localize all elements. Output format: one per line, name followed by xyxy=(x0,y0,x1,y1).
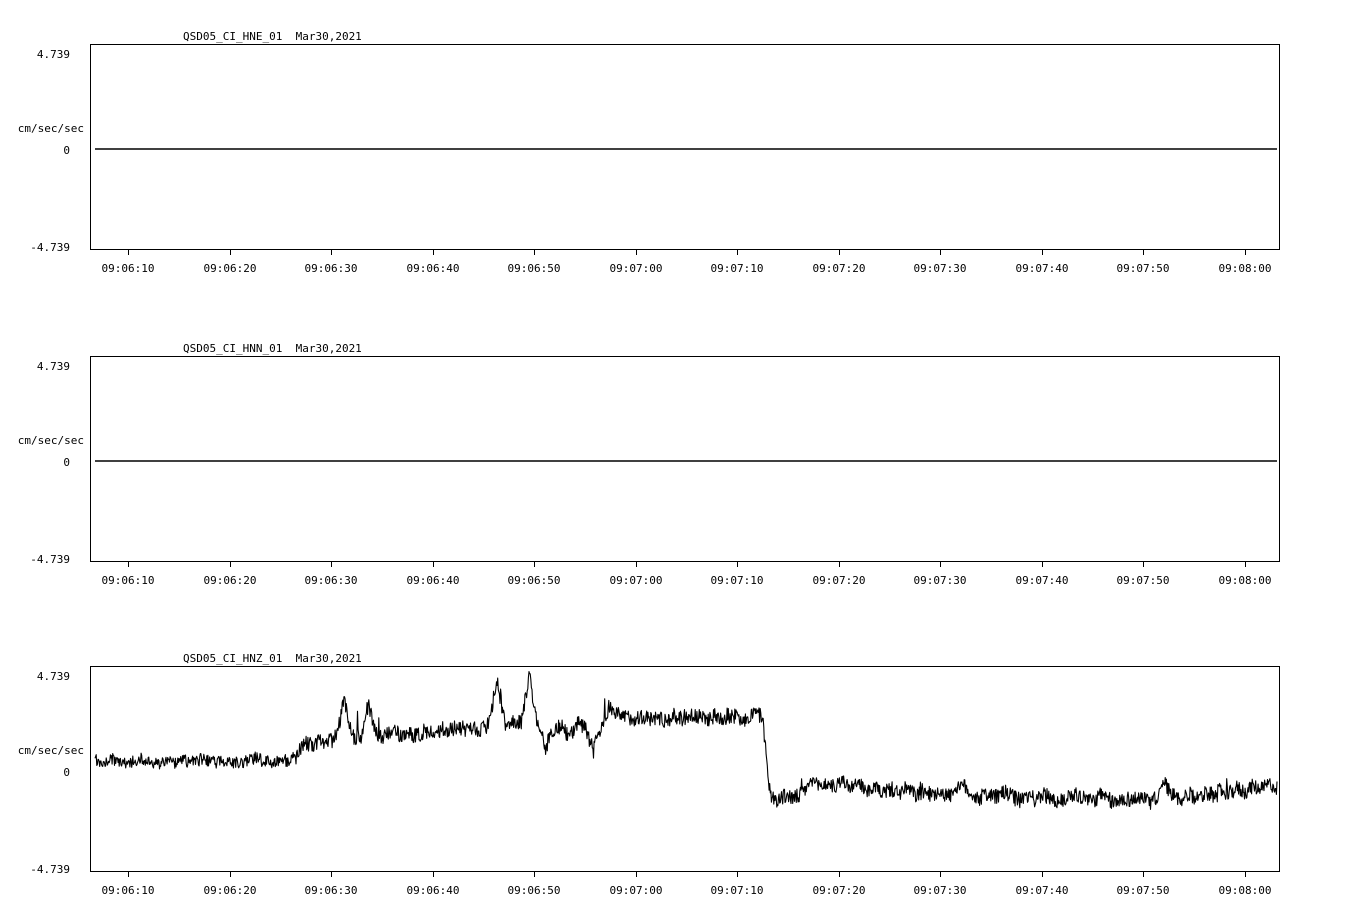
x-tick-mark xyxy=(1245,250,1246,255)
x-tick-mark xyxy=(636,250,637,255)
x-tick-mark xyxy=(433,562,434,567)
x-tick-label-hne-1: 09:06:20 xyxy=(203,262,257,275)
y-axis-units-label-hnn: cm/sec/sec xyxy=(17,434,84,447)
y-axis-units-label-hne: cm/sec/sec xyxy=(17,122,84,135)
x-tick-label-hne-2: 09:06:30 xyxy=(304,262,358,275)
x-tick-mark xyxy=(534,872,535,877)
x-tick-mark xyxy=(534,250,535,255)
panel-title-hne: QSD05_CI_HNE_01 Mar30,2021 xyxy=(183,30,362,43)
x-tick-label-hne-3: 09:06:40 xyxy=(406,262,460,275)
x-tick-label-hnn-11: 09:08:00 xyxy=(1218,574,1272,587)
x-tick-label-hnn-2: 09:06:30 xyxy=(304,574,358,587)
x-tick-label-hnn-1: 09:06:20 xyxy=(203,574,257,587)
x-tick-mark xyxy=(433,250,434,255)
x-tick-mark xyxy=(1143,562,1144,567)
x-tick-label-hnz-10: 09:07:50 xyxy=(1116,884,1170,897)
x-tick-mark xyxy=(128,872,129,877)
x-tick-label-hne-0: 09:06:10 xyxy=(101,262,155,275)
plot-frame-hnz xyxy=(90,666,1280,872)
trace-hne xyxy=(91,45,1280,250)
x-tick-label-hnz-3: 09:06:40 xyxy=(406,884,460,897)
x-tick-label-hnz-11: 09:08:00 xyxy=(1218,884,1272,897)
x-tick-mark xyxy=(534,562,535,567)
panel-hne xyxy=(0,0,1358,300)
x-tick-mark xyxy=(737,562,738,567)
x-tick-label-hne-11: 09:08:00 xyxy=(1218,262,1272,275)
x-tick-label-hnz-9: 09:07:40 xyxy=(1015,884,1069,897)
x-tick-label-hne-8: 09:07:30 xyxy=(913,262,967,275)
y-tick-min-hnn: -4.739 xyxy=(30,553,70,566)
x-tick-mark xyxy=(839,250,840,255)
y-tick-max-hnn: 4.739 xyxy=(36,360,70,373)
x-tick-label-hnn-8: 09:07:30 xyxy=(913,574,967,587)
x-tick-mark xyxy=(636,562,637,567)
x-tick-mark xyxy=(128,562,129,567)
x-tick-mark xyxy=(737,250,738,255)
x-tick-mark xyxy=(1143,872,1144,877)
x-tick-label-hne-9: 09:07:40 xyxy=(1015,262,1069,275)
x-tick-mark xyxy=(1042,562,1043,567)
y-tick-zero-hnz: 0 xyxy=(63,766,70,779)
x-tick-label-hnz-6: 09:07:10 xyxy=(710,884,764,897)
x-tick-mark xyxy=(1042,250,1043,255)
x-tick-mark xyxy=(940,872,941,877)
x-tick-label-hnn-5: 09:07:00 xyxy=(609,574,663,587)
panel-hnz xyxy=(0,618,1358,924)
x-tick-label-hnz-7: 09:07:20 xyxy=(812,884,866,897)
x-tick-mark xyxy=(230,562,231,567)
x-tick-label-hnz-1: 09:06:20 xyxy=(203,884,257,897)
y-tick-min-hne: -4.739 xyxy=(30,241,70,254)
panel-hnn xyxy=(0,306,1358,606)
x-tick-mark xyxy=(636,872,637,877)
x-tick-mark xyxy=(839,562,840,567)
x-tick-label-hnz-2: 09:06:30 xyxy=(304,884,358,897)
x-tick-mark xyxy=(433,872,434,877)
x-tick-mark xyxy=(1143,250,1144,255)
x-tick-label-hne-10: 09:07:50 xyxy=(1116,262,1170,275)
panel-title-hnn: QSD05_CI_HNN_01 Mar30,2021 xyxy=(183,342,362,355)
x-tick-label-hnz-8: 09:07:30 xyxy=(913,884,967,897)
x-tick-label-hne-6: 09:07:10 xyxy=(710,262,764,275)
x-tick-label-hne-5: 09:07:00 xyxy=(609,262,663,275)
x-tick-label-hnn-3: 09:06:40 xyxy=(406,574,460,587)
x-tick-mark xyxy=(331,872,332,877)
x-tick-mark xyxy=(737,872,738,877)
trace-hnn xyxy=(91,357,1280,562)
plot-frame-hnn xyxy=(90,356,1280,562)
x-tick-label-hne-4: 09:06:50 xyxy=(507,262,561,275)
x-tick-label-hnn-0: 09:06:10 xyxy=(101,574,155,587)
panel-title-hnz: QSD05_CI_HNZ_01 Mar30,2021 xyxy=(183,652,362,665)
y-tick-max-hne: 4.739 xyxy=(36,48,70,61)
x-tick-mark xyxy=(1042,872,1043,877)
y-tick-min-hnz: -4.739 xyxy=(30,863,70,876)
x-tick-mark xyxy=(128,250,129,255)
x-tick-label-hnz-0: 09:06:10 xyxy=(101,884,155,897)
x-tick-mark xyxy=(230,250,231,255)
y-axis-units-label-hnz: cm/sec/sec xyxy=(17,744,84,757)
x-tick-mark xyxy=(839,872,840,877)
x-tick-mark xyxy=(1245,562,1246,567)
x-tick-mark xyxy=(1245,872,1246,877)
x-tick-label-hnz-5: 09:07:00 xyxy=(609,884,663,897)
x-tick-mark xyxy=(940,250,941,255)
x-tick-label-hnn-9: 09:07:40 xyxy=(1015,574,1069,587)
x-tick-mark xyxy=(940,562,941,567)
plot-frame-hne xyxy=(90,44,1280,250)
x-tick-mark xyxy=(331,562,332,567)
x-tick-label-hnn-4: 09:06:50 xyxy=(507,574,561,587)
trace-hnz xyxy=(91,667,1280,872)
y-tick-zero-hne: 0 xyxy=(63,144,70,157)
x-tick-label-hne-7: 09:07:20 xyxy=(812,262,866,275)
x-tick-label-hnz-4: 09:06:50 xyxy=(507,884,561,897)
x-tick-label-hnn-7: 09:07:20 xyxy=(812,574,866,587)
y-tick-max-hnz: 4.739 xyxy=(36,670,70,683)
x-tick-mark xyxy=(331,250,332,255)
x-tick-label-hnn-6: 09:07:10 xyxy=(710,574,764,587)
y-tick-zero-hnn: 0 xyxy=(63,456,70,469)
x-tick-label-hnn-10: 09:07:50 xyxy=(1116,574,1170,587)
x-tick-mark xyxy=(230,872,231,877)
